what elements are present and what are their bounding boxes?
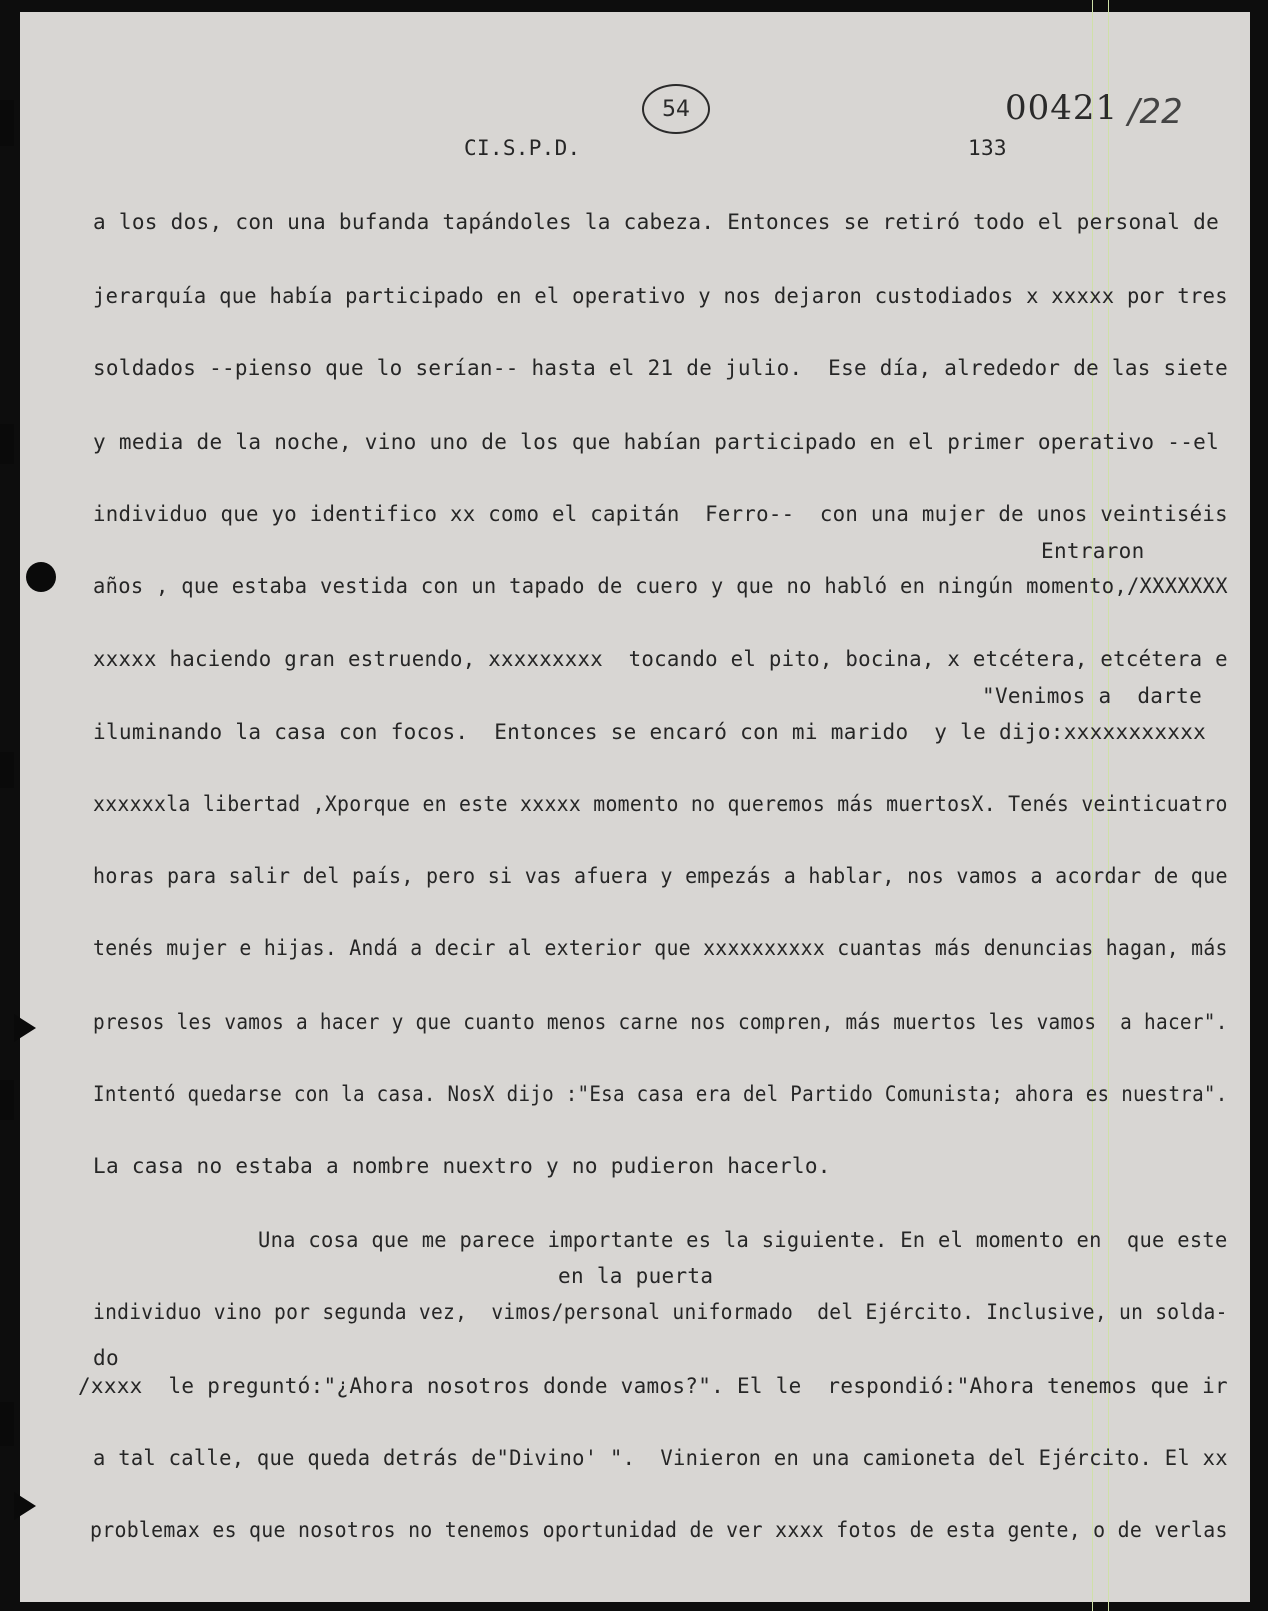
text-line: soldados --pienso que lo serían-- hasta el 21 de julio. Ese día, alrededor de las siete (93, 356, 1229, 380)
text-line: iluminando la casa con focos. Entonces se encaró con mi marido y le dijo:xxxxxxxxxxx (93, 720, 1207, 744)
binder-edge-mark (14, 1492, 36, 1520)
text-line: tenés mujer e hijas. Andá a decir al exterior que xxxxxxxxxx cuantas más denuncias hagan, más (93, 936, 1228, 960)
text-line: xxxxxxla libertad ,Xporque en este xxxxx momento no queremos más muertosX. Tenés veinticuatro (93, 792, 1228, 816)
institution-code: CI.S.P.D. (464, 136, 581, 160)
text-line: problemax es que nosotros no tenemos oportunidad de ver xxxx fotos de esta gente, o de verlas (90, 1518, 1228, 1542)
text-line: xxxxx haciendo gran estruendo, xxxxxxxxx tocando el pito, bocina, x etcétera, etcétera e (93, 647, 1228, 671)
text-line: La casa no estaba a nombre nuextro y no pudieron hacerlo. (93, 1154, 831, 1178)
binder-edge-mark (0, 424, 14, 464)
binder-edge-mark (0, 1080, 14, 1120)
text-line: Intentó quedarse con la casa. NosX dijo :"Esa casa era del Partido Comunista; ahora es nuestra". (93, 1082, 1228, 1106)
binder-edge-mark (0, 1402, 14, 1446)
text-line: años , que estaba vestida con un tapado de cuero y que no habló en ningún momento,/XXXXXXX (93, 574, 1228, 598)
text-line: /xxxx le preguntó:"¿Ahora nosotros donde vamos?". El le respondió:"Ahora tenemos que ir (78, 1374, 1228, 1398)
binder-edge-mark (0, 100, 14, 146)
text-line: individuo que yo identifico xx como el capitán Ferro-- con una mujer de unos veintiséis (93, 502, 1228, 526)
text-line: jerarquía que había participado en el operativo y nos dejaron custodiados x xxxxx por tres (93, 284, 1228, 308)
text-line: a tal calle, que queda detrás de"Divino' ". Vinieron en una camioneta del Ejército. El xx (93, 1446, 1228, 1470)
binder-edge-mark (14, 1014, 36, 1042)
circled-page-stamp: 54 (642, 84, 710, 134)
punch-hole-mark (26, 562, 56, 592)
text-line: horas para salir del país, pero si vas afuera y empezás a hablar, nos vamos a acordar de que (93, 864, 1228, 888)
text-line: presos les vamos a hacer y que cuanto menos carne nos compren, más muertos les vamos a hacer". (93, 1010, 1228, 1034)
text-line: individuo vino por segunda vez, vimos/personal uniformado del Ejército. Inclusive, un solda- (93, 1300, 1228, 1324)
interlinear-insertion: en la puerta (558, 1264, 714, 1288)
text-line: Una cosa que me parece importante es la siguiente. En el momento en que este (258, 1228, 1228, 1252)
interlinear-insertion: Entraron (1041, 539, 1145, 563)
interlinear-insertion: do (93, 1346, 119, 1370)
document-number: 00421 (1005, 88, 1119, 128)
interlinear-insertion: "Venimos a darte (982, 684, 1203, 708)
text-line: y media de la noche, vino uno de los que habían participado en el primer operativo --el (93, 430, 1220, 454)
document-number-suffix: /22 (1128, 92, 1183, 132)
text-line: a los dos, con una bufanda tapándoles la cabeza. Entonces se retiró todo el personal de (93, 210, 1220, 234)
page-number: 133 (968, 136, 1007, 160)
binder-edge-mark (0, 752, 14, 788)
